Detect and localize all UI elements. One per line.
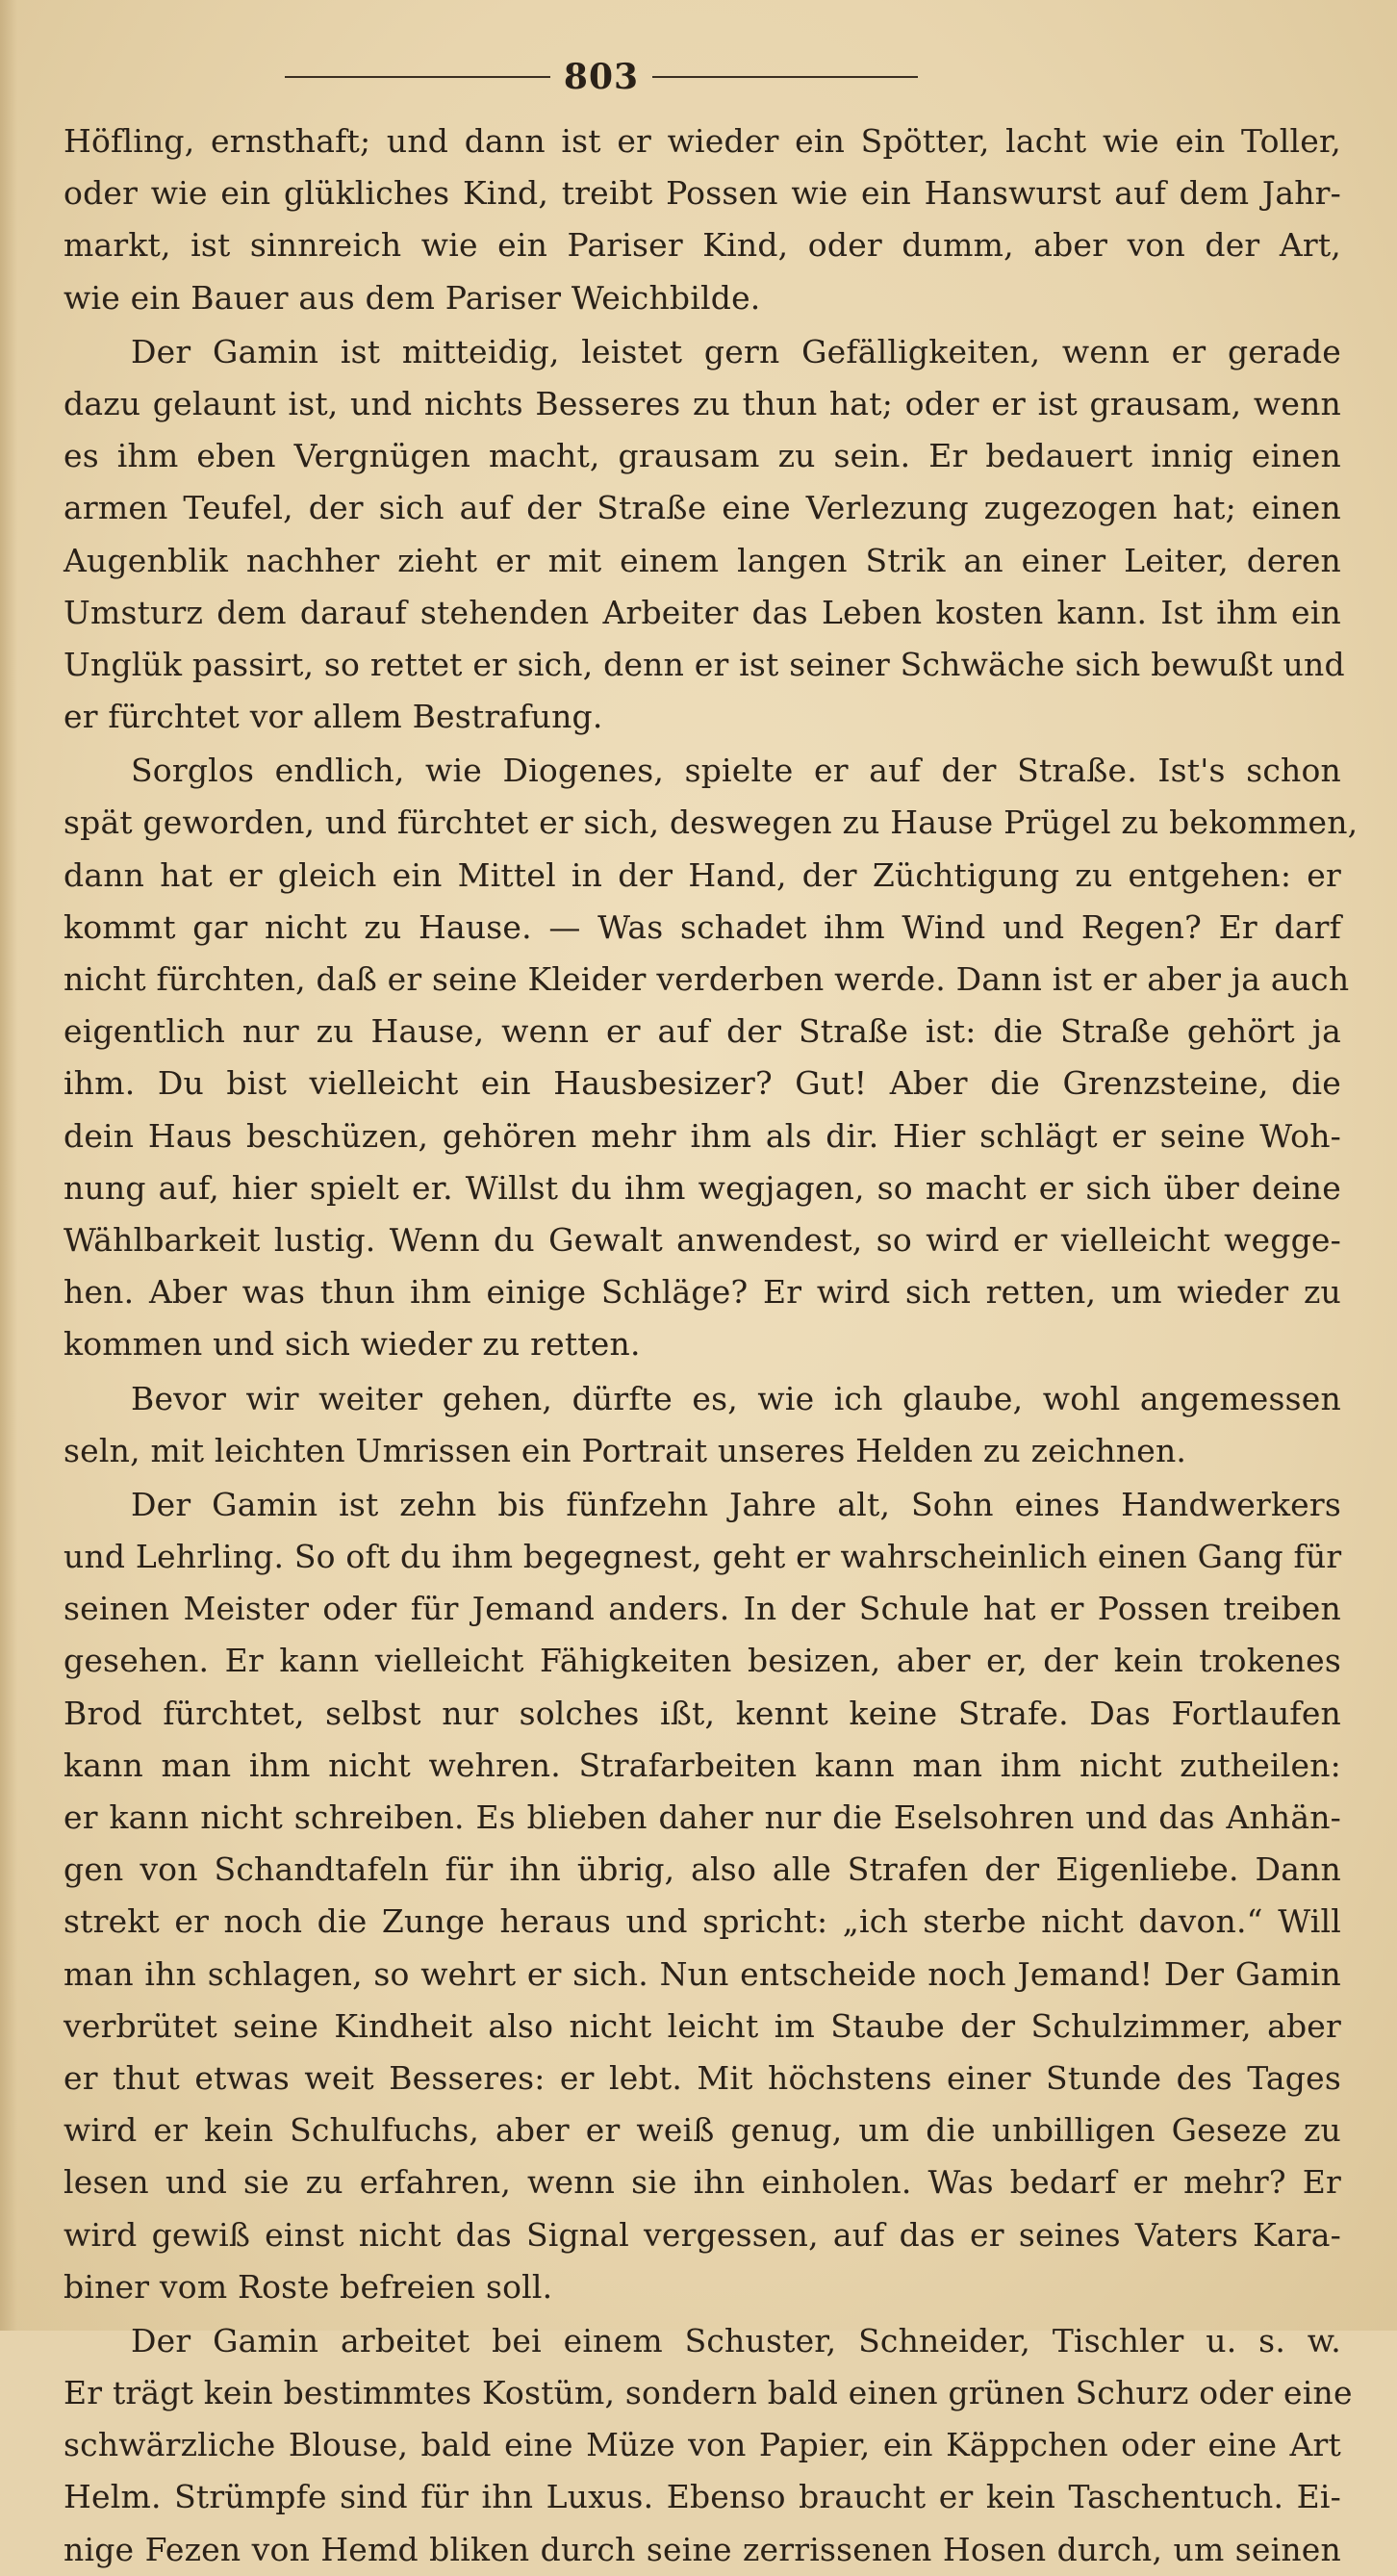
text-line: seln, mit leichten Umrissen ein Portrait unseres Helden zu zeichnen.: [64, 1431, 1187, 1469]
text-line: kommen und sich wieder zu retten.: [64, 1325, 641, 1364]
text-line: Er trägt kein bestimmtes Kostüm, sondern bald einen grünen Schurz oder eine: [64, 2374, 1353, 2412]
paragraph: [64, 745, 1359, 1370]
text-line: Bevor wir weiter gehen, dürfte es, wie ich glaube, wohl angemessen: [131, 1379, 1341, 1417]
text-line: wie ein Bauer aus dem Pariser Weichbilde.: [64, 278, 761, 317]
text-line: Wählbarkeit lustig. Wenn du Gewalt anwendest, so wird er vielleicht wegge-: [64, 1220, 1341, 1259]
text-line: kommt gar nicht zu Hause. — Was schadet ihm Wind und Regen? Er darf: [64, 907, 1341, 946]
paragraph: [64, 2315, 1353, 2576]
text-line: schwärzliche Blouse, bald eine Müze von Papier, ein Käppchen oder eine Art: [64, 2426, 1341, 2464]
text-line: nung auf, hier spielt er. Willst du ihm wegjagen, so macht er sich über deine: [64, 1168, 1341, 1207]
text-line: biner vom Roste befreien soll.: [64, 2267, 553, 2306]
text-line: Der Gamin arbeitet bei einem Schuster, Schneider, Tischler u. s. w.: [131, 2321, 1341, 2359]
text-line: dann hat er gleich ein Mittel in der Hand, der Züchtigung zu entgehen: er: [64, 855, 1341, 894]
text-line: wird gewiß einst nicht das Signal vergessen, auf das er seines Vaters Kara-: [64, 2215, 1341, 2254]
paragraph: [64, 115, 1341, 324]
text-line: nige Fezen von Hemd bliken durch seine zerrissenen Hosen durch, um seinen: [64, 2530, 1341, 2568]
text-line: Umsturz dem darauf stehenden Arbeiter das Leben kosten kann. Ist ihm ein: [64, 593, 1341, 631]
text-line: wird er kein Schulfuchs, aber er weiß genug, um die unbilligen Geseze zu: [64, 2111, 1341, 2150]
text-line: er thut etwas weit Besseres: er lebt. Mit höchstens einer Stunde des Tages: [64, 2058, 1341, 2097]
body-text: [64, 115, 1359, 2576]
text-line: Helm. Strümpfe sind für ihn Luxus. Ebenso braucht er kein Taschentuch. Ei-: [64, 2478, 1341, 2516]
text-line: kann man ihm nicht wehren. Strafarbeiten kann man ihm nicht zutheilen:: [64, 1746, 1341, 1784]
page-number: 803: [563, 57, 640, 97]
text-line: verbrütet seine Kindheit also nicht leicht im Staube der Schulzimmer, aber: [64, 2006, 1341, 2045]
text-line: hen. Aber was thun ihm einige Schläge? Er wird sich retten, um wieder zu: [64, 1273, 1341, 1312]
paragraph: [64, 1373, 1341, 1477]
text-line: nicht fürchten, daß er seine Kleider verderben werde. Dann ist er aber ja auch: [64, 960, 1350, 998]
text-line: man ihn schlagen, so wehrt er sich. Nun entscheide noch Jemand! Der Gamin: [64, 1954, 1341, 1993]
text-line: und Lehrling. So oft du ihm begegnest, geht er wahrscheinlich einen Gang für: [64, 1538, 1342, 1576]
text-line: es ihm eben Vergnügen macht, grausam zu sein. Er bedauert innig einen: [64, 437, 1341, 475]
text-line: seinen Meister oder für Jemand anders. In der Schule hat er Possen treiben: [64, 1590, 1341, 1628]
text-line: Brod fürchtet, selbst nur solches ißt, kennt keine Strafe. Das Fortlaufen: [64, 1694, 1341, 1732]
text-line: dazu gelaunt ist, und nichts Besseres zu thun hat; oder er ist grausam, wenn: [64, 384, 1341, 422]
paragraph: [64, 1479, 1341, 2313]
page-header: [285, 50, 918, 104]
text-line: er fürchtet vor allem Bestrafung.: [64, 698, 603, 736]
text-line: markt, ist sinnreich wie ein Pariser Kind, oder dumm, aber von der Art,: [64, 226, 1341, 265]
text-line: Unglük passirt, so rettet er sich, denn er ist seiner Schwäche sich bewußt und: [64, 645, 1345, 683]
text-line: Sorglos endlich, wie Diogenes, spielte er auf der Straße. Ist's schon: [131, 752, 1341, 790]
text-line: er kann nicht schreiben. Es blieben daher nur die Eselsohren und das Anhän-: [64, 1798, 1341, 1836]
header-rule-right: [652, 76, 918, 78]
text-line: spät geworden, und fürchtet er sich, deswegen zu Hause Prügel zu bekommen,: [64, 803, 1359, 842]
text-line: ihm. Du bist vielleicht ein Hausbesizer? Gut! Aber die Grenzsteine, die: [64, 1064, 1341, 1103]
text-line: oder wie ein glükliches Kind, treibt Possen wie ein Hanswurst auf dem Jahr-: [64, 174, 1341, 213]
text-line: dein Haus beschüzen, gehören mehr ihm als dir. Hier schlägt er seine Woh-: [64, 1116, 1341, 1155]
text-line: Der Gamin ist zehn bis fünfzehn Jahre alt, Sohn eines Handwerkers: [131, 1485, 1341, 1523]
header-rule-left: [285, 76, 550, 78]
text-line: strekt er noch die Zunge heraus und spricht: „ich sterbe nicht davon.“ Will: [64, 1902, 1341, 1941]
text-line: Der Gamin ist mitteidig, leistet gern Gefälligkeiten, wenn er gerade: [131, 332, 1341, 370]
text-line: Augenblik nachher zieht er mit einem langen Strik an einer Leiter, deren: [64, 541, 1341, 579]
text-line: gen von Schandtafeln für ihn übrig, also alle Strafen der Eigenliebe. Dann: [64, 1850, 1341, 1889]
text-line: eigentlich nur zu Hause, wenn er auf der Straße ist: die Straße gehört ja: [64, 1012, 1341, 1051]
text-line: lesen und sie zu erfahren, wenn sie ihn einholen. Was bedarf er mehr? Er: [64, 2163, 1341, 2202]
text-line: Höfling, ernsthaft; und dann ist er wieder ein Spötter, lacht wie ein Toller,: [64, 122, 1341, 160]
text-line: gesehen. Er kann vielleicht Fähigkeiten besizen, aber er, der kein trokenes: [64, 1642, 1341, 1680]
text-line: armen Teufel, der sich auf der Straße eine Verlezung zugezogen hat; einen: [64, 489, 1341, 527]
paragraph: [64, 326, 1345, 744]
